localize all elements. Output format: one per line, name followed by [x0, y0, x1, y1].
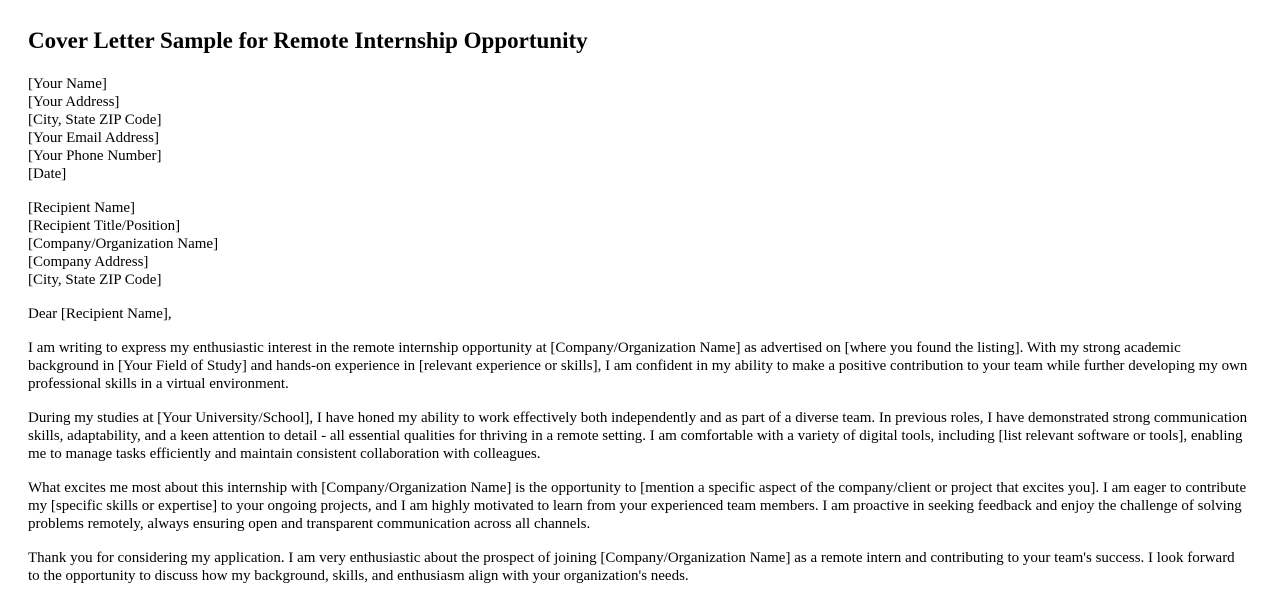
sender-city-state-zip: [City, State ZIP Code] — [28, 112, 162, 128]
sender-address-block — [28, 75, 1250, 183]
recipient-company: [Company/Organization Name] — [28, 236, 219, 252]
recipient-city-state-zip: [City, State ZIP Code] — [28, 272, 162, 288]
letter-date: [Date] — [28, 166, 67, 182]
letter-page — [28, 0, 1250, 601]
body-paragraph-2: During my studies at [Your University/School], I have honed my ability to work effectively both independently and as part of a diverse team. In previous roles, I have demonstrated strong communication skills, adaptability, and a keen attention to detail - all essential qualities for thriving in a remote setting. I am comfortable with a variety of digital tools, including [list relevant software or tools], enabling me to manage tasks efficiently and maintain consistent collaboration with colleagues. — [28, 410, 1248, 462]
recipient-name: [Recipient Name] — [28, 200, 136, 216]
sender-address: [Your Address] — [28, 94, 120, 110]
body-paragraph-3: What excites me most about this internship with [Company/Organization Name] is the opportunity to [mention a specific aspect of the company/client or project that excites you]. I am eager to contribute my [specific skills or expertise] to your ongoing projects, and I am highly motivated to learn from your experienced team members. I am proactive in seeking feedback and enjoy the challenge of solving problems remotely, always ensuring open and transparent communication across all channels. — [28, 480, 1247, 532]
body-paragraph-4: Thank you for considering my application. I am very enthusiastic about the prospect of joining [Company/Organization Name] as a remote intern and contributing to your team's success. I look forward to the opportunity to discuss how my background, skills, and enthusiasm align with your organization's needs. — [28, 550, 1235, 584]
sender-name: [Your Name] — [28, 76, 107, 92]
sender-email: [Your Email Address] — [28, 130, 159, 146]
body-paragraph-1: I am writing to express my enthusiastic interest in the remote internship opportunity at [Company/Organization Name] as advertised on [where you found the listing]. With my strong academic background in [Your Field of Study] and hands-on experience in [relevant experience or skills], I am confident in my ability to make a positive contribution to your team while further developing my own professional skills in a virtual environment. — [28, 340, 1248, 392]
recipient-address-block — [28, 199, 1250, 289]
page-title: Cover Letter Sample for Remote Internship Opportunity — [28, 28, 588, 53]
recipient-address: [Company Address] — [28, 254, 149, 270]
salutation: Dear [Recipient Name], — [28, 306, 172, 322]
recipient-title: [Recipient Title/Position] — [28, 218, 181, 234]
sender-phone: [Your Phone Number] — [28, 148, 162, 164]
